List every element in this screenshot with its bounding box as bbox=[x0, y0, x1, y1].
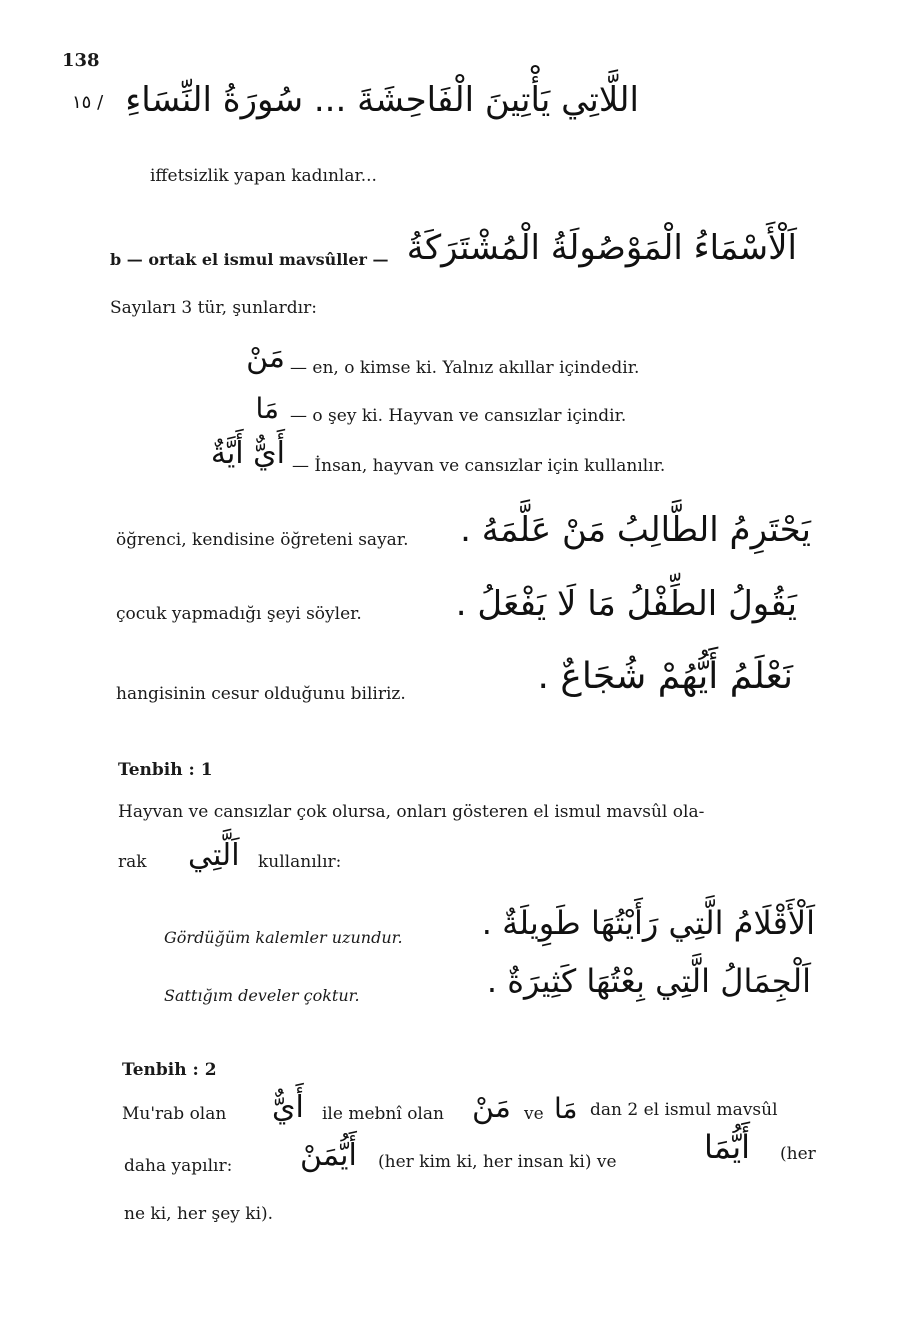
section-b-intro: Sayıları 3 tür, şunlardır: bbox=[110, 298, 317, 318]
page-number: 138 bbox=[62, 50, 100, 71]
example-arabic-3: نَعْلَمُ أَيُّهُمْ شُجَاعٌ . bbox=[537, 656, 793, 697]
tenbih-1-line2-pre: rak bbox=[118, 852, 147, 872]
type-arabic-man: مَنْ bbox=[246, 340, 285, 375]
type-arabic-ayy: أَيٌّ أَيَّةٌ bbox=[210, 436, 285, 471]
tenbih-2-heading: Tenbih : 2 bbox=[122, 1060, 217, 1080]
tenbih-1-line2-post: kullanılır: bbox=[258, 852, 342, 872]
tenbih-2-l1-a: Mu'rab olan bbox=[122, 1104, 227, 1124]
type-text-ma: — o şey ki. Hayvan ve cansızlar içindir. bbox=[290, 406, 627, 426]
example-arabic-2: يَقُولُ الطِّفْلُ مَا لَا يَفْعَلُ . bbox=[455, 584, 797, 624]
section-b-heading: b — ortak el ismul mavsûller — bbox=[110, 250, 389, 269]
tenbih-1-line2-arabic: اَلَّتِي bbox=[188, 838, 240, 873]
tenbih-1-example-text-1: Gördüğüm kalemler uzundur. bbox=[164, 928, 403, 947]
section-b-arabic: اَلْأَسْمَاءُ الْمَوْصُولَةُ الْمُشْتَرَكَةُ bbox=[406, 228, 797, 268]
tenbih-1-example-arabic-1: اَلْأَقْلَامُ الَّتِي رَأَيْتُهَا طَوِيلَةٌ . bbox=[481, 904, 815, 942]
tenbih-2-l2-b: (her kim ki, her insan ki) ve bbox=[378, 1152, 617, 1172]
verse-translation: iffetsizlik yapan kadınlar... bbox=[150, 166, 377, 186]
tenbih-1-line1: Hayvan ve cansızlar çok olursa, onları gösteren el ismul mavsûl ola- bbox=[118, 802, 705, 822]
tenbih-2-l2-c: (her bbox=[780, 1144, 816, 1164]
example-arabic-1: يَحْتَرِمُ الطَّالِبُ مَنْ عَلَّمَهُ . bbox=[460, 510, 811, 550]
verse-reference: ١٥ / bbox=[72, 92, 104, 113]
tenbih-1-example-text-2: Sattığım develer çoktur. bbox=[164, 986, 360, 1005]
tenbih-2-ar-ayyuman: أَيُّمَنْ bbox=[300, 1138, 357, 1173]
tenbih-2-l1-d: dan 2 el ismul mavsûl bbox=[590, 1100, 778, 1120]
tenbih-2-ar-ma: مَا bbox=[554, 1092, 578, 1125]
tenbih-2-l2-a: daha yapılır: bbox=[124, 1156, 233, 1176]
tenbih-1-heading: Tenbih : 1 bbox=[118, 760, 213, 780]
tenbih-2-ar-ayyuma: أَيُّمَا bbox=[704, 1128, 751, 1166]
tenbih-2-ar-man: مَنْ bbox=[472, 1090, 511, 1125]
verse-arabic: اللَّاتِي يَأْتِينَ الْفَاحِشَةَ ... سُورَةُ النِّسَاءِ bbox=[125, 80, 639, 120]
example-text-3: hangisinin cesur olduğunu biliriz. bbox=[116, 684, 406, 704]
type-text-man: — en, o kimse ki. Yalnız akıllar içindedir. bbox=[290, 358, 640, 378]
tenbih-1-example-arabic-2: اَلْجِمَالُ الَّتِي بِعْتُهَا كَثِيرَةٌ . bbox=[486, 962, 811, 1000]
type-arabic-ma: مَا bbox=[255, 392, 279, 425]
tenbih-2-l3: ne ki, her şey ki). bbox=[124, 1204, 274, 1224]
tenbih-2-l1-b: ile mebnî olan bbox=[322, 1104, 444, 1124]
tenbih-2-ar-ayy: أَيٌّ bbox=[272, 1090, 304, 1125]
example-text-1: öğrenci, kendisine öğreteni sayar. bbox=[116, 530, 409, 550]
tenbih-2-l1-c: ve bbox=[524, 1104, 544, 1124]
type-text-ayy: — İnsan, hayvan ve cansızlar için kullanılır. bbox=[292, 456, 666, 476]
example-text-2: çocuk yapmadığı şeyi söyler. bbox=[116, 604, 362, 624]
